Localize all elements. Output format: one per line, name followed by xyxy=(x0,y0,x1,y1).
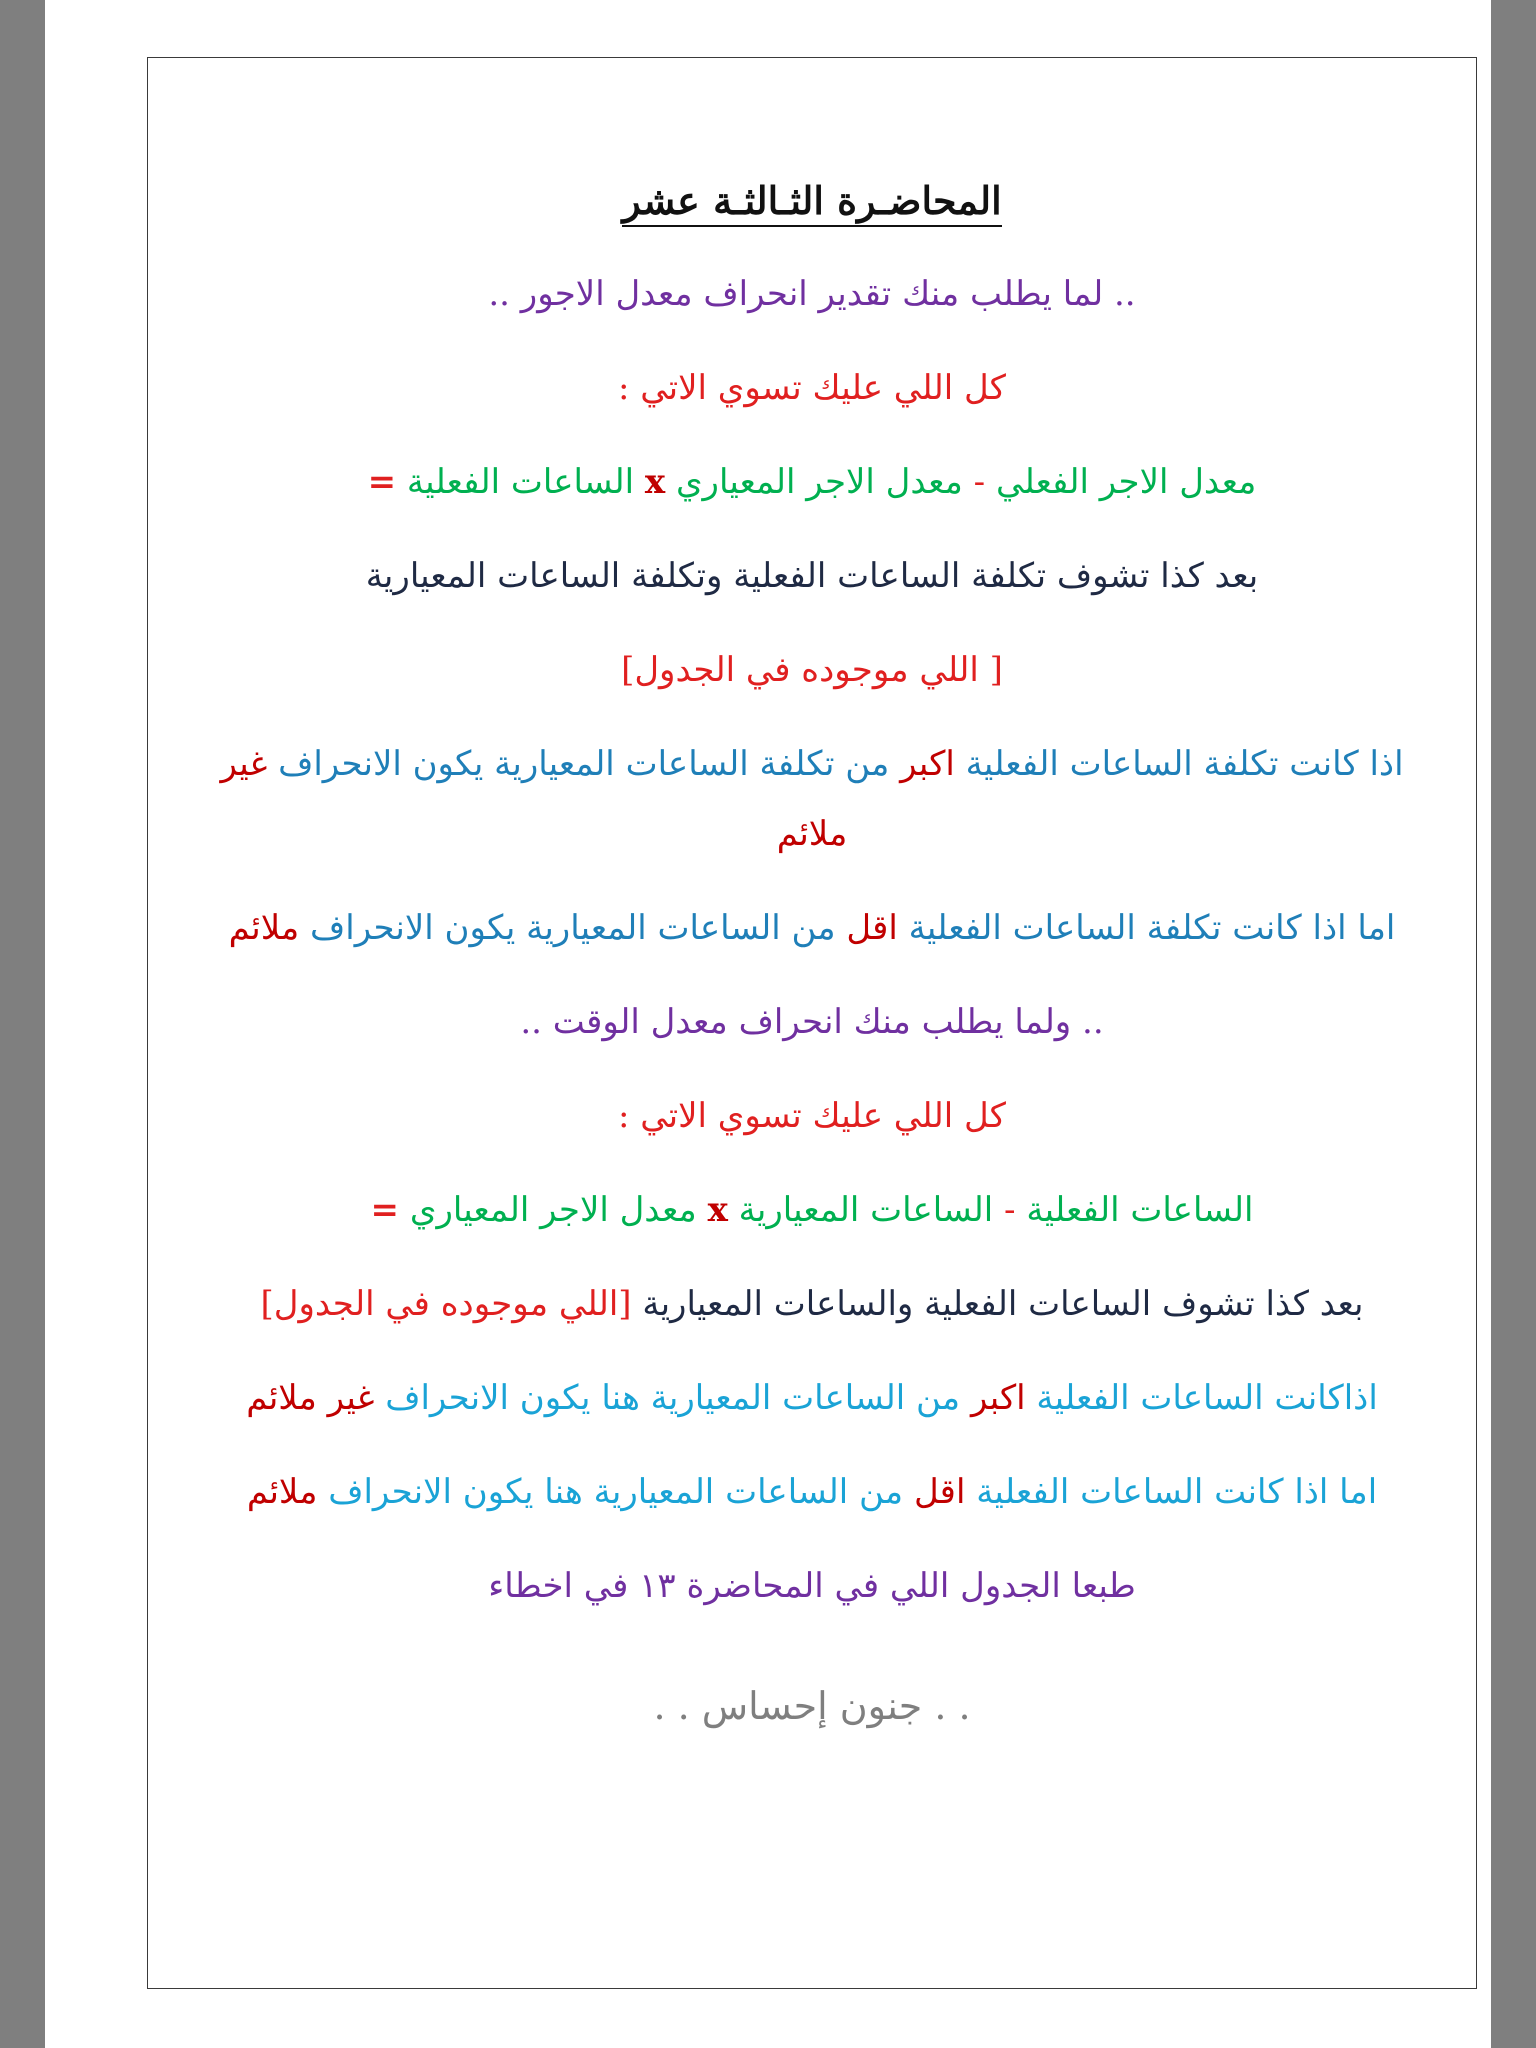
wage-rate-intro: .. لما يطلب منك تقدير انحراف معدل الاجور .. xyxy=(488,274,1136,314)
formula-standard-hours: الساعات المعيارية xyxy=(738,1190,994,1230)
wage-rate-then: بعد كذا تشوف تكلفة الساعات الفعلية وتكلفة الساعات المعيارية xyxy=(365,556,1259,596)
formula-actual-hours: الساعات الفعلية xyxy=(406,462,635,502)
then-text: بعد كذا تشوف الساعات الفعلية والساعات المعيارية xyxy=(642,1284,1364,1324)
errata-note: طبعا الجدول اللي في المحاضرة ١٣ في اخطاء xyxy=(488,1566,1136,1606)
case-keyword-unfavorable: غير ملائم xyxy=(246,1378,375,1418)
formula-actual-hours: الساعات الفعلية xyxy=(1026,1190,1254,1230)
time-rate-formula xyxy=(148,1190,1476,1231)
case-text: اما اذا كانت الساعات الفعلية xyxy=(976,1472,1378,1512)
wage-rate-instruction: كل اللي عليك تسوي الاتي : xyxy=(618,368,1006,408)
case-keyword-greater: اكبر xyxy=(970,1378,1026,1418)
case-keyword-less: اقل xyxy=(846,908,898,948)
case-keyword-favorable: ملائم xyxy=(246,1472,318,1512)
case-text: من الساعات المعيارية يكون الانحراف xyxy=(310,908,836,948)
formula-times-sign: x xyxy=(707,1190,728,1230)
case-text: من تكلفة الساعات المعيارية يكون الانحراف xyxy=(278,744,890,784)
lecture-title xyxy=(148,178,1476,224)
author-signature: . . جنون إحساس . . xyxy=(653,1684,971,1728)
wage-rate-unfavorable-word: ملائم xyxy=(776,814,848,854)
formula-equals-sign: = xyxy=(367,462,397,502)
time-rate-unfavorable-case xyxy=(148,1378,1476,1419)
case-keyword-less: اقل xyxy=(913,1472,966,1512)
formula-standard-rate: معدل الاجر المعياري xyxy=(409,1190,697,1230)
wage-rate-formula xyxy=(148,462,1476,503)
time-rate-instruction: كل اللي عليك تسوي الاتي : xyxy=(618,1096,1006,1136)
page-border-frame xyxy=(147,57,1477,1989)
time-rate-intro: .. ولما يطلب منك انحراف معدل الوقت .. xyxy=(520,1002,1104,1042)
case-keyword-favorable: ملائم xyxy=(228,908,300,948)
wage-rate-favorable-case xyxy=(148,908,1476,949)
formula-equals-sign: = xyxy=(370,1190,400,1230)
time-rate-favorable-case xyxy=(148,1472,1476,1513)
wage-rate-table-note: [ اللي موجوده في الجدول] xyxy=(621,650,1003,690)
wage-rate-unfavorable-case xyxy=(148,744,1476,785)
document-page xyxy=(45,0,1491,2048)
case-keyword-not: غير xyxy=(220,744,268,784)
table-note: [اللي موجوده في الجدول] xyxy=(260,1284,632,1324)
case-text: اذاكانت الساعات الفعلية xyxy=(1036,1378,1378,1418)
formula-standard-rate: معدل الاجر المعياري xyxy=(675,462,963,502)
formula-actual-rate: معدل الاجر الفعلي xyxy=(995,462,1257,502)
formula-times-sign: x xyxy=(644,462,666,502)
formula-minus-sign: - xyxy=(973,462,986,502)
time-rate-then xyxy=(148,1284,1476,1325)
case-keyword-greater: اكبر xyxy=(900,744,955,784)
case-text: من الساعات المعيارية هنا يكون الانحراف xyxy=(328,1472,904,1512)
case-text: اذا كانت تكلفة الساعات الفعلية xyxy=(965,744,1404,784)
formula-minus-sign: - xyxy=(1004,1190,1016,1230)
case-text: اما اذا كانت تكلفة الساعات الفعلية xyxy=(908,908,1396,948)
case-text: من الساعات المعيارية هنا يكون الانحراف xyxy=(385,1378,961,1418)
lecture-title-text: المحاضـرة الثـالثـة عشر xyxy=(622,178,1001,227)
